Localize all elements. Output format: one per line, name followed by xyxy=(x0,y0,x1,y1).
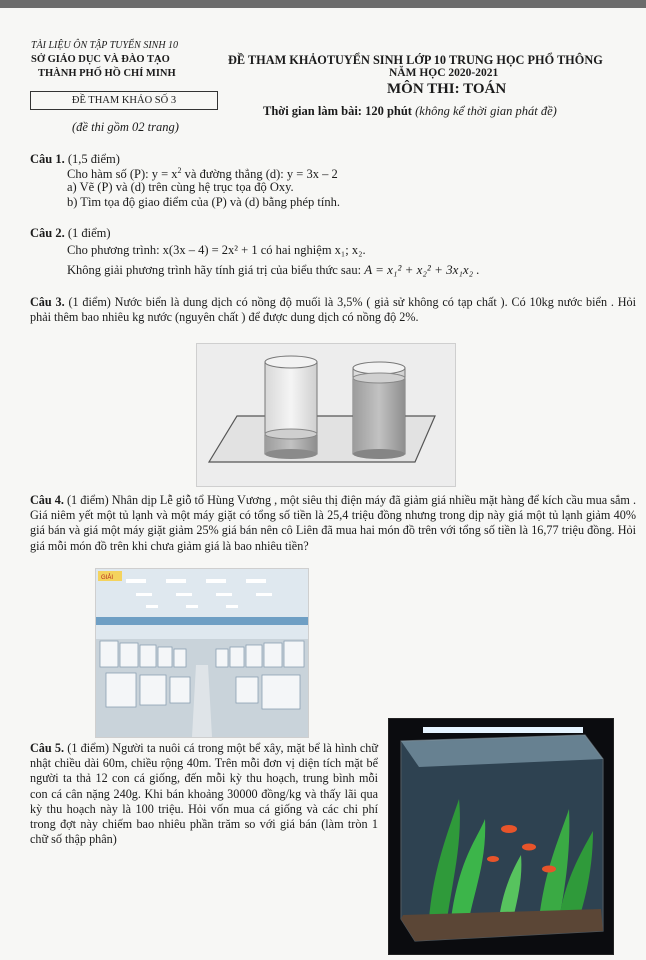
store-illustration xyxy=(96,569,308,737)
time-info xyxy=(263,104,557,119)
q2-title: Câu 2. xyxy=(30,226,65,240)
q2-expression: A = x₁² + x₂² + 3x₁x₂ . xyxy=(364,262,480,277)
q3-text: (1 điểm) Nước biển là dung dịch có nồng độ muối là 3,5% ( giả sử không có tạp chất ). Có 10kg nước biển . Hỏi phải thêm bao nhiêu kg nước (nguyên chất ) để được dung dịch có nồng độ 2%. xyxy=(30,295,636,325)
beakers-illustration xyxy=(197,344,455,486)
q4-paragraph xyxy=(30,493,636,554)
school-year: NĂM HỌC 2020-2021 xyxy=(389,67,499,79)
q1-heading xyxy=(30,152,120,167)
pages-note: (đề thi gồm 02 trang) xyxy=(72,120,179,134)
q1-part-a: a) Vẽ (P) và (d) trên cùng hệ trục tọa độ Oxy. xyxy=(67,180,294,194)
q1-part-b: b) Tìm tọa độ giao điểm của (P) và (d) bằng phép tính. xyxy=(67,195,340,209)
store-sign-text: GIẢI xyxy=(101,575,114,581)
q2-heading xyxy=(30,226,111,241)
q3-title: Câu 3. xyxy=(30,295,65,309)
dept-line-1: SỞ GIÁO DỤC VÀ ĐÀO TẠO xyxy=(31,54,170,65)
q1-exponent: 2 xyxy=(177,166,182,175)
q1-title: Câu 1. xyxy=(30,152,65,166)
q1-line-1-part-b: và đường thẳng (d): y = 3x – 2 xyxy=(181,167,338,182)
beakers-figure xyxy=(196,343,456,487)
q2-line-1: Cho phương trình: x(3x – 4) = 2x² + 1 có hai nghiệm x₁; x₂. xyxy=(67,243,366,257)
subject-title: MÔN THI: TOÁN xyxy=(387,81,507,97)
electronics-store-photo xyxy=(95,568,309,738)
time-label: Thời gian làm bài: 120 phút xyxy=(263,104,412,118)
exam-title: ĐỀ THAM KHẢOTUYỂN SINH LỚP 10 TRUNG HỌC PHỔ THÔNG xyxy=(228,53,603,67)
q1-line-1-part-a: Cho hàm số (P): y = x xyxy=(67,167,178,182)
q5-paragraph xyxy=(30,741,378,847)
aquarium-photo xyxy=(388,718,614,955)
q1-points: (1,5 điểm) xyxy=(67,152,120,166)
q4-title: Câu 4. xyxy=(30,493,64,507)
q3-paragraph xyxy=(30,295,636,325)
doc-type-label: TÀI LIỆU ÔN TẬP TUYỂN SINH 10 xyxy=(31,40,179,51)
aquarium-illustration xyxy=(389,719,613,954)
q2-line-2-text: Không giải phương trình hãy tính giá trị của biểu thức sau: xyxy=(67,263,362,277)
reference-exam-box: ĐỀ THAM KHẢO SỐ 3 xyxy=(30,91,218,110)
top-border xyxy=(0,0,646,8)
q2-line-2 xyxy=(67,262,480,278)
time-note: (không kể thời gian phát đề) xyxy=(415,104,557,118)
q2-points: (1 điểm) xyxy=(67,226,111,240)
dept-line-2: THÀNH PHỐ HỒ CHÍ MINH xyxy=(38,68,176,79)
q5-text: (1 điểm) Người ta nuôi cá trong một bể xây, mặt bể là hình chữ nhật chiều dài 60m, chiều rộng 40m. Trên mỗi đơn vị diện tích mặt bể người ta thả 12 con cá giống, đến mỗi kỳ thu hoạch, trung bình mỗi con cá cân nặng 240g. Khi bán khoảng 30000 đồng/kg và thấy lãi qua kỳ thu hoạch này là 100 triệu. Hỏi vốn mua cá giống và các chi phí trong đợt này chiếm bao nhiêu phần trăm so với giá bán (làm tròn 1 chữ số thập phân) xyxy=(30,741,378,847)
q4-text: (1 điểm) Nhân dịp Lễ giỗ tổ Hùng Vương , một siêu thị điện máy đã giảm giá nhiều mặt hàng để kích cầu mua sắm . Giá niêm yết một tủ lạnh và một máy giặt có tổng số tiền là 25,4 triệu đồng nhưng trong dịp này giá một tủ lạnh giảm 40% giá bán và giá một máy giặt giảm 25% giá bán nên cô Liên đã mua hai món đồ trên với tổng số tiền là 16,77 triệu đồng. Hỏi giá mỗi món đồ trên khi chưa giảm giá là bao nhiêu tiền? xyxy=(30,493,636,553)
q5-title: Câu 5. xyxy=(30,741,65,755)
